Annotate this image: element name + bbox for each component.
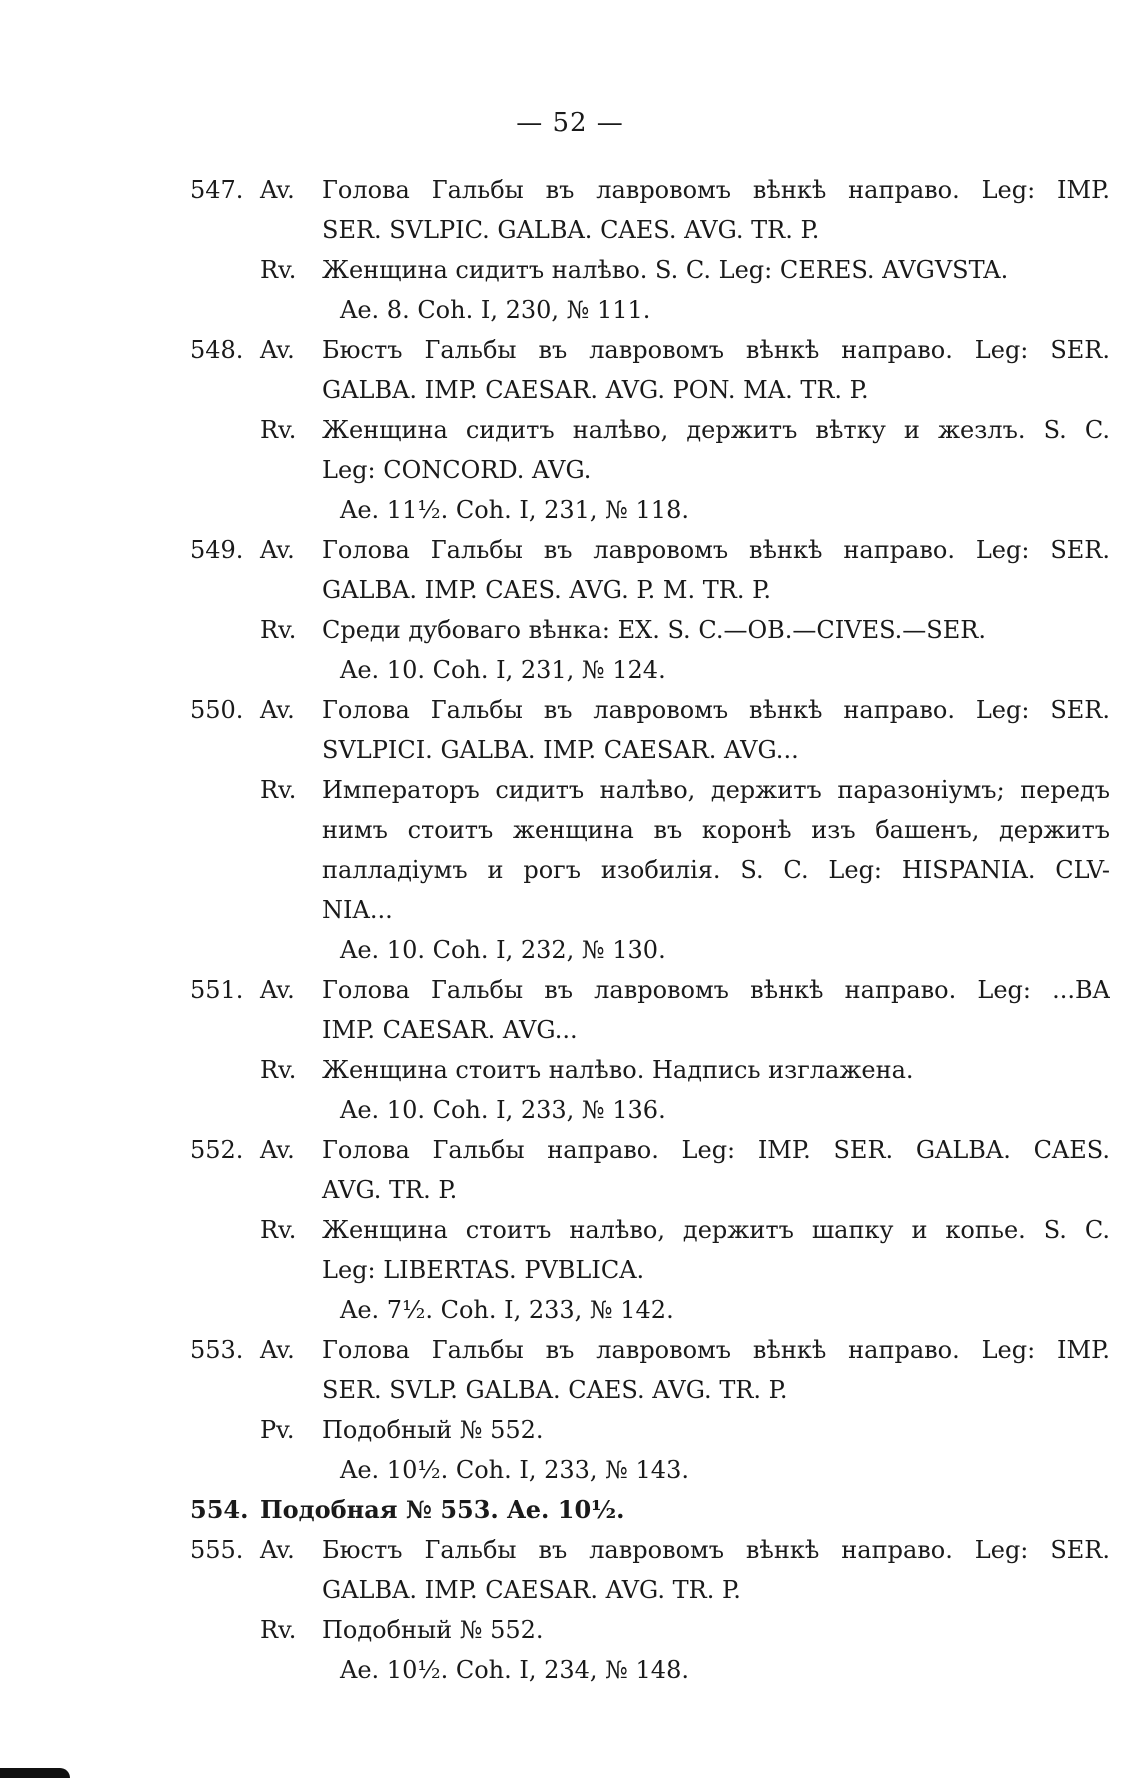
obverse-text: Голова Гальбы въ лавровомъ вѣнкѣ направо. Leg: SER. <box>322 696 1110 724</box>
entry-line <box>190 1490 1110 1530</box>
catalog-entry <box>190 1330 1110 1490</box>
entry-number: 554. <box>190 1495 249 1524</box>
reverse-text: Женщина сидитъ налѣво, держитъ вѣтку и жезлъ. S. C. <box>322 416 1110 444</box>
obverse-line <box>190 690 1110 730</box>
entry-number: 550. <box>190 696 244 724</box>
reference-line <box>190 1090 1110 1130</box>
catalog-entries <box>190 170 1110 1690</box>
obverse-text: GALBA. IMP. CAESAR. AVG. PON. MA. TR. P. <box>322 376 869 404</box>
entry-number: 555. <box>190 1536 244 1564</box>
reverse-text: NIA... <box>322 896 393 924</box>
catalog-entry <box>190 530 1110 690</box>
obverse-line <box>190 530 1110 570</box>
reverse-text: Женщина стоитъ налѣво. Надпись изглажена. <box>322 1056 914 1084</box>
reverse-line <box>190 1050 1110 1090</box>
reference-text: Ae. 10. Coh. I, 231, № 124. <box>340 656 666 684</box>
reverse-text: Императоръ сидитъ налѣво, держитъ паразоніумъ; передъ <box>322 776 1110 804</box>
obverse-label: Av. <box>260 176 295 204</box>
obverse-text: IMP. CAESAR. AVG... <box>322 1016 578 1044</box>
obverse-line <box>190 170 1110 210</box>
reference-line <box>190 650 1110 690</box>
catalog-entry <box>190 1490 1110 1530</box>
reference-text: Ae. 11½. Coh. I, 231, № 118. <box>340 496 689 524</box>
reverse-label: Pv. <box>260 1416 295 1444</box>
entry-number: 548. <box>190 336 244 364</box>
obverse-text: GALBA. IMP. CAESAR. AVG. TR. P. <box>322 1576 741 1604</box>
reverse-text: Leg: LIBERTAS. PVBLICA. <box>322 1256 645 1284</box>
reverse-line <box>190 1210 1110 1250</box>
reverse-label: Rv. <box>260 616 297 644</box>
reverse-line <box>190 1610 1110 1650</box>
obverse-line <box>190 1130 1110 1170</box>
reference-text: Ae. 10½. Coh. I, 234, № 148. <box>340 1656 689 1684</box>
obverse-label: Av. <box>260 1136 295 1164</box>
reverse-line <box>190 410 1110 450</box>
reference-text: Ae. 10. Coh. I, 232, № 130. <box>340 936 666 964</box>
obverse-continuation <box>190 370 1110 410</box>
catalog-entry <box>190 1130 1110 1330</box>
entry-text: Подобная № 553. Ae. 10½. <box>260 1495 625 1524</box>
reverse-label: Rv. <box>260 776 297 804</box>
catalog-entry <box>190 1530 1110 1690</box>
reverse-text: палладіумъ и рогъ изобилія. S. C. Leg: HISPANIA. CLV- <box>322 856 1110 884</box>
reverse-line <box>190 250 1110 290</box>
obverse-label: Av. <box>260 696 295 724</box>
obverse-text: SER. SVLPIC. GALBA. CAES. AVG. TR. P. <box>322 216 820 244</box>
entry-number: 549. <box>190 536 244 564</box>
reverse-text: нимъ стоитъ женщина въ коронѣ изъ башенъ, держитъ <box>322 816 1110 844</box>
obverse-label: Av. <box>260 536 295 564</box>
reference-text: Ae. 7½. Coh. I, 233, № 142. <box>340 1296 674 1324</box>
obverse-text: Бюстъ Гальбы въ лавровомъ вѣнкѣ направо. Leg: SER. <box>322 1536 1110 1564</box>
obverse-continuation <box>190 1370 1110 1410</box>
reverse-continuation <box>190 850 1110 890</box>
reference-line <box>190 290 1110 330</box>
entry-number: 553. <box>190 1336 244 1364</box>
obverse-continuation <box>190 1010 1110 1050</box>
reference-text: Ae. 10. Coh. I, 233, № 136. <box>340 1096 666 1124</box>
obverse-label: Av. <box>260 1336 295 1364</box>
obverse-text: Голова Гальбы въ лавровомъ вѣнкѣ направо. Leg: SER. <box>322 536 1110 564</box>
reference-text: Ae. 8. Coh. I, 230, № 111. <box>340 296 651 324</box>
reverse-continuation <box>190 1250 1110 1290</box>
obverse-continuation <box>190 1170 1110 1210</box>
reverse-text: Подобный № 552. <box>322 1416 544 1444</box>
obverse-text: Бюстъ Гальбы въ лавровомъ вѣнкѣ направо. Leg: SER. <box>322 336 1110 364</box>
reference-line <box>190 930 1110 970</box>
reverse-label: Rv. <box>260 256 297 284</box>
catalog-entry <box>190 170 1110 330</box>
obverse-continuation <box>190 210 1110 250</box>
obverse-text: Голова Гальбы въ лавровомъ вѣнкѣ направо. Leg: IMP. <box>322 176 1110 204</box>
reference-line <box>190 1650 1110 1690</box>
obverse-line <box>190 1330 1110 1370</box>
reference-line <box>190 1450 1110 1490</box>
obverse-text: Голова Гальбы направо. Leg: IMP. SER. GALBA. CAES. <box>322 1136 1110 1164</box>
obverse-line <box>190 1530 1110 1570</box>
entry-number: 552. <box>190 1136 244 1164</box>
reverse-text: Среди дубоваго вѣнка: EX. S. C.—OB.—CIVES.—SER. <box>322 616 986 644</box>
reverse-line <box>190 610 1110 650</box>
reverse-line <box>190 770 1110 810</box>
reverse-label: Rv. <box>260 416 297 444</box>
obverse-continuation <box>190 730 1110 770</box>
obverse-label: Av. <box>260 976 295 1004</box>
obverse-label: Av. <box>260 1536 295 1564</box>
reference-line <box>190 1290 1110 1330</box>
catalog-entry <box>190 970 1110 1130</box>
reference-text: Ae. 10½. Coh. I, 233, № 143. <box>340 1456 689 1484</box>
obverse-text: SER. SVLP. GALBA. CAES. AVG. TR. P. <box>322 1376 788 1404</box>
reverse-text: Женщина сидитъ налѣво. S. C. Leg: CERES. AVGVSTA. <box>322 256 1009 284</box>
reference-line <box>190 490 1110 530</box>
reverse-label: Rv. <box>260 1616 297 1644</box>
obverse-label: Av. <box>260 336 295 364</box>
page-number: — 52 — <box>516 108 624 138</box>
entry-number: 551. <box>190 976 244 1004</box>
reverse-text: Leg: CONCORD. AVG. <box>322 456 592 484</box>
reverse-continuation <box>190 450 1110 490</box>
entry-number: 547. <box>190 176 244 204</box>
reverse-label: Rv. <box>260 1056 297 1084</box>
catalog-entry <box>190 690 1110 970</box>
catalog-entry <box>190 330 1110 530</box>
obverse-line <box>190 330 1110 370</box>
obverse-text: GALBA. IMP. CAES. AVG. P. M. TR. P. <box>322 576 771 604</box>
reverse-label: Rv. <box>260 1216 297 1244</box>
obverse-line <box>190 970 1110 1010</box>
reverse-continuation <box>190 810 1110 850</box>
reverse-continuation <box>190 890 1110 930</box>
obverse-text: AVG. TR. P. <box>322 1176 458 1204</box>
obverse-continuation <box>190 1570 1110 1610</box>
scan-edge-mark <box>0 1768 70 1778</box>
obverse-continuation <box>190 570 1110 610</box>
obverse-text: SVLPICI. GALBA. IMP. CAESAR. AVG... <box>322 736 799 764</box>
obverse-text: Голова Гальбы въ лавровомъ вѣнкѣ направо. Leg: IMP. <box>322 1336 1110 1364</box>
reverse-text: Подобный № 552. <box>322 1616 544 1644</box>
reverse-line <box>190 1410 1110 1450</box>
obverse-text: Голова Гальбы въ лавровомъ вѣнкѣ направо. Leg: ...BA <box>322 976 1110 1004</box>
reverse-text: Женщина стоитъ налѣво, держитъ шапку и копье. S. C. <box>322 1216 1110 1244</box>
